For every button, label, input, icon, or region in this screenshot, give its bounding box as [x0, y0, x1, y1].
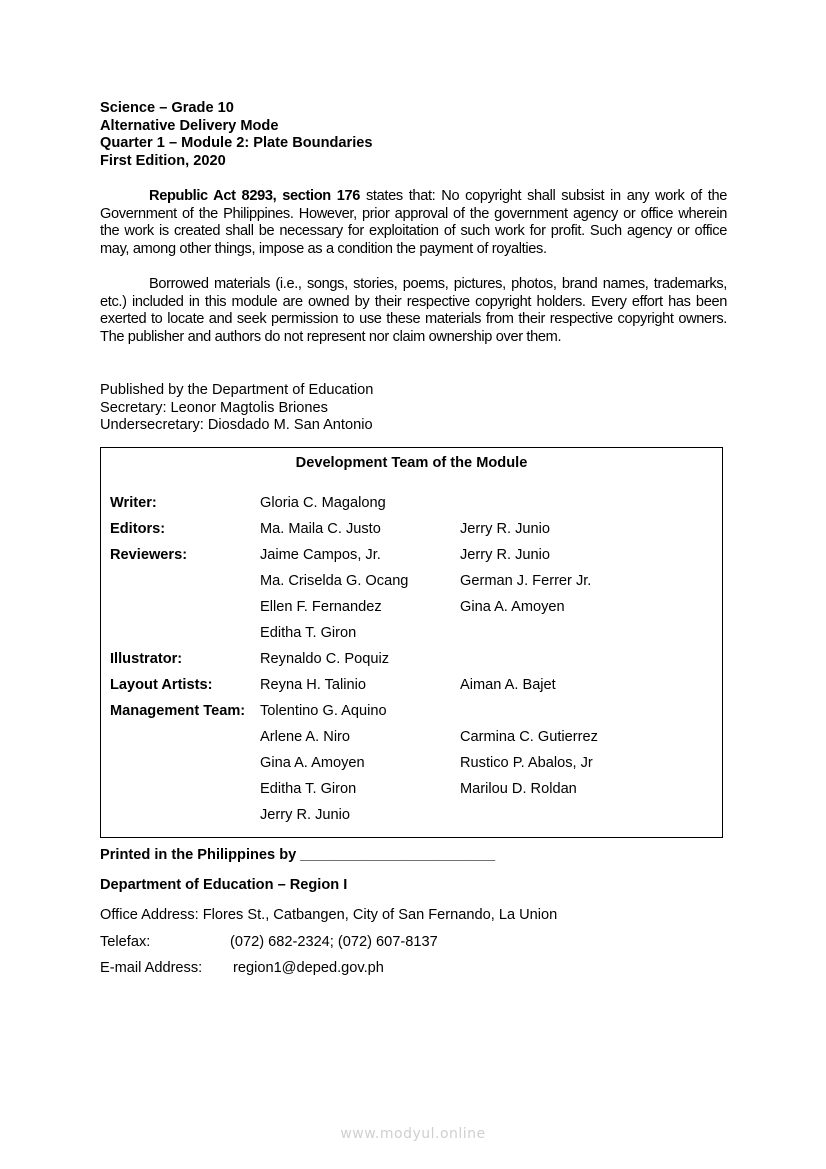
watermark: www.modyul.online: [340, 1126, 486, 1142]
module-title: Quarter 1 – Module 2: Plate Boundaries: [100, 135, 373, 152]
email-value: region1@deped.gov.ph: [233, 960, 384, 976]
copyright-paragraph: [100, 188, 727, 258]
copyright-law: Republic Act 8293, section 176: [149, 188, 361, 204]
subject-grade: Science – Grade 10: [100, 100, 234, 116]
team-role: Writer:: [110, 495, 157, 511]
team-member-col1: Tolentino G. Aquino: [260, 703, 387, 719]
team-role: Management Team:: [110, 703, 246, 719]
delivery-mode: Alternative Delivery Mode: [100, 117, 279, 134]
email-label: E-mail Address:: [100, 960, 203, 976]
team-member-col1: Ma. Maila C. Justo: [260, 521, 381, 537]
telefax-line: [100, 934, 438, 950]
team-member-col1: Editha T. Giron: [260, 625, 357, 641]
team-role: Layout Artists:: [110, 677, 213, 693]
team-member-col1: Reyna H. Talinio: [260, 677, 366, 693]
team-member-col1: Gina A. Amoyen: [260, 755, 365, 771]
module-header: [100, 100, 373, 171]
publisher-block: [100, 382, 373, 435]
copyright-text: states that: No copyright shall subsist in any work of the Government of the Philippines. However, prior approval of the government agency or office wherein the work is created shall be necessary for exploitation of such work for profit. Such agency or office may, among other things, impose as a condition the payment of royalties.: [100, 188, 728, 257]
team-member-col1: Editha T. Giron: [260, 781, 357, 797]
undersecretary-line: Undersecretary: Diosdado M. San Antonio: [100, 417, 373, 434]
borrowed-text: Borrowed materials (i.e., songs, stories, poems, pictures, photos, brand names, trademarks, etc.) included in this module are owned by their respective copyright holders. Every effort has been exerted to locate and seek permission to use these materials from their respective copyright owners. The publisher and authors do not represent nor claim ownership over them.: [100, 276, 727, 345]
team-member-col1: Ma. Criselda G. Ocang: [260, 573, 409, 589]
secretary-line: Secretary: Leonor Magtolis Briones: [100, 399, 328, 416]
team-member-col2: Marilou D. Roldan: [460, 781, 577, 797]
team-member-col1: Jerry R. Junio: [260, 807, 351, 823]
office-address: Office Address: Flores St., Catbangen, City of San Fernando, La Union: [100, 907, 558, 923]
team-role: Reviewers:: [110, 547, 188, 563]
publisher-line: Published by the Department of Education: [100, 382, 374, 398]
borrowed-materials-paragraph: [100, 276, 727, 346]
team-member-col1: Gloria C. Magalong: [260, 495, 386, 511]
team-role: Illustrator:: [110, 651, 183, 667]
team-member-col2: Jerry R. Junio: [460, 547, 551, 563]
team-member-col1: Jaime Campos, Jr.: [260, 547, 381, 563]
team-member-col2: Jerry R. Junio: [460, 521, 551, 537]
team-role: Editors:: [110, 521, 166, 537]
team-member-col2: Gina A. Amoyen: [460, 599, 565, 615]
team-member-col1: Arlene A. Niro: [260, 729, 351, 745]
team-title: Development Team of the Module: [295, 455, 528, 471]
telefax-value: (072) 682-2324; (072) 607-8137: [230, 934, 438, 950]
email-line: [100, 960, 384, 976]
team-member-col2: Carmina C. Gutierrez: [460, 729, 598, 745]
edition: First Edition, 2020: [100, 153, 226, 170]
team-member-col2: Aiman A. Bajet: [460, 677, 556, 693]
region-name: Department of Education – Region I: [100, 877, 348, 893]
team-member-col1: Reynaldo C. Poquiz: [260, 651, 389, 667]
printed-by: Printed in the Philippines by ________________________: [100, 847, 496, 863]
development-team-box: [100, 447, 723, 838]
team-member-col2: Rustico P. Abalos, Jr: [460, 755, 593, 771]
team-member-col2: German J. Ferrer Jr.: [460, 573, 592, 589]
team-member-col1: Ellen F. Fernandez: [260, 599, 382, 615]
telefax-label: Telefax:: [100, 934, 151, 950]
